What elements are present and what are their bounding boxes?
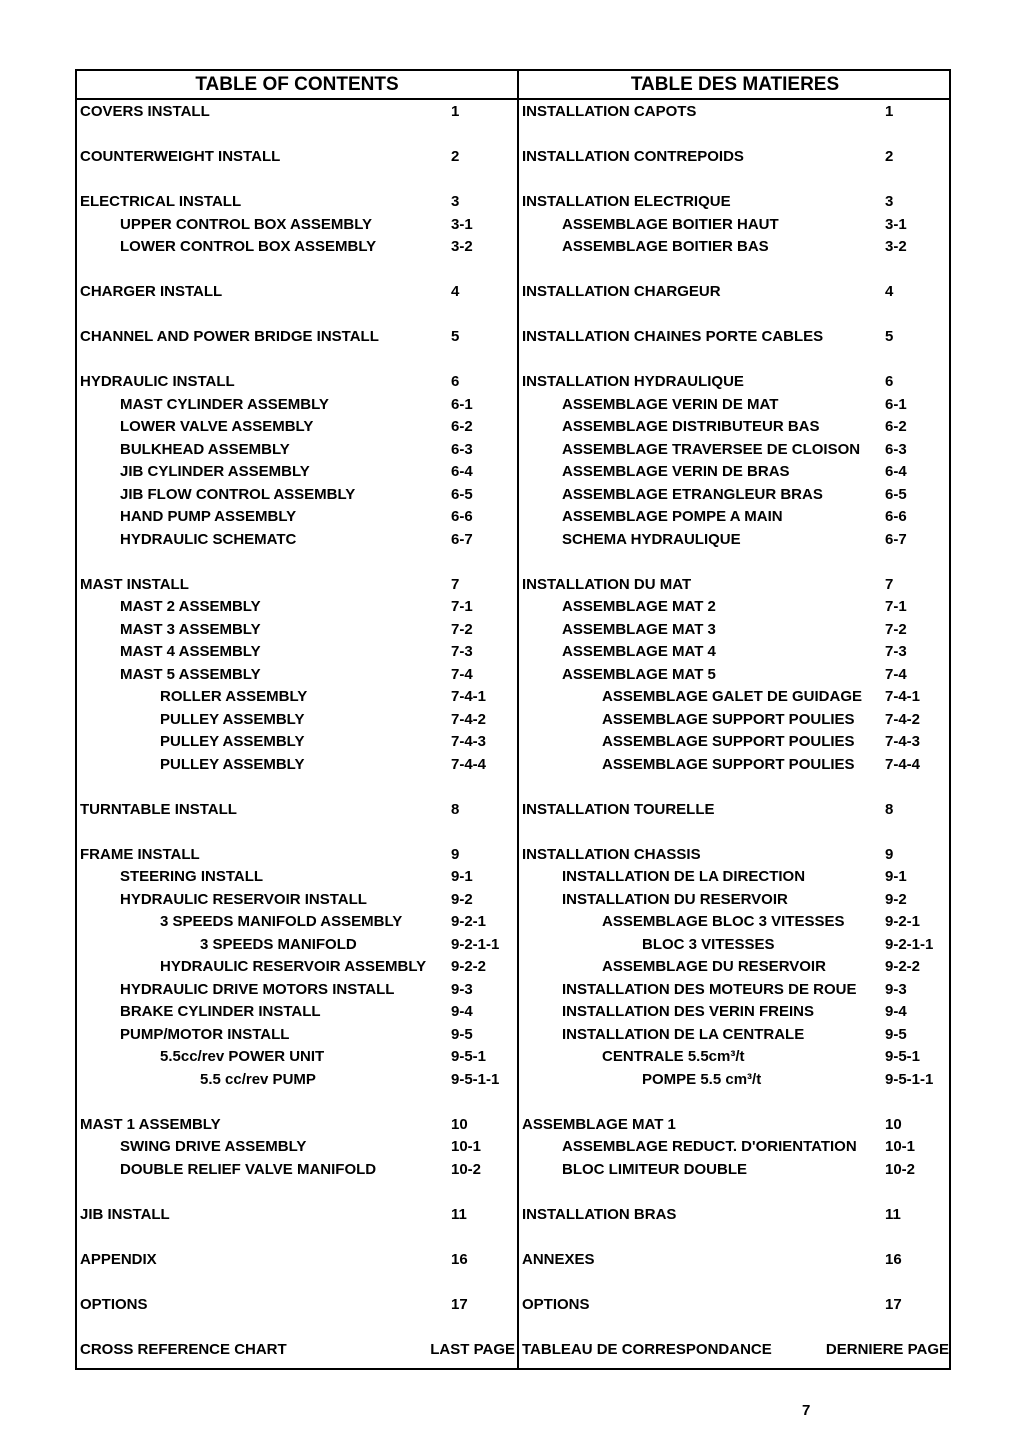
toc-entry-page: 9-2-2 <box>451 958 487 975</box>
toc-entry-page: 9 <box>885 845 894 863</box>
toc-entry-page: 10-2 <box>451 1160 482 1178</box>
toc-entry <box>77 1136 517 1159</box>
toc-entry-title: INSTALLATION ELECTRIQUE <box>522 193 731 210</box>
toc-entry-title: MAST INSTALL <box>80 575 189 593</box>
toc-entry-page: 6-3 <box>451 440 473 458</box>
toc-entry-page: 7-3 <box>885 643 907 660</box>
toc-entry-page: 9-2-2 <box>885 958 921 975</box>
toc-entry-title: ASSEMBLAGE TRAVERSEE DE CLOISON <box>562 440 861 458</box>
toc-entry-title: HAND PUMP ASSEMBLY <box>120 508 297 525</box>
toc-entry-page: 6-3 <box>885 440 907 458</box>
toc-entry <box>519 101 951 124</box>
toc-entry <box>519 1001 951 1024</box>
toc-entry <box>77 529 517 552</box>
toc-entry <box>519 506 951 529</box>
toc-entry-title: INSTALLATION DES MOTEURS DE ROUE <box>562 980 857 998</box>
toc-entry-title: CHANNEL AND POWER BRIDGE INSTALL <box>80 328 379 345</box>
toc-entry-title: CROSS REFERENCE CHART <box>80 1340 287 1358</box>
toc-entry-title: INSTALLATION DU RESERVOIR <box>562 890 788 908</box>
toc-entry-title: ASSEMBLAGE ETRANGLEUR BRAS <box>562 485 823 503</box>
toc-entry-page: 9-1 <box>451 868 473 885</box>
toc-entry-page: 6 <box>885 373 894 390</box>
toc-entry <box>519 844 951 867</box>
toc-entry <box>77 731 517 754</box>
toc-entry-title: ANNEXES <box>522 1250 595 1268</box>
toc-entry-page: 6-6 <box>885 508 907 525</box>
toc-entry-title: MAST 5 ASSEMBLY <box>120 665 261 683</box>
toc-entry-page: 8 <box>451 800 460 818</box>
toc-entry-title: ASSEMBLAGE SUPPORT POULIES <box>602 733 855 750</box>
toc-entry-title: UPPER CONTROL BOX ASSEMBLY <box>120 215 372 233</box>
toc-entry <box>77 664 517 687</box>
toc-entry-page: 9-2 <box>451 890 473 908</box>
toc-entry-title: HYDRAULIC RESERVOIR INSTALL <box>120 890 367 908</box>
toc-entry-title: JIB CYLINDER ASSEMBLY <box>120 463 310 480</box>
toc-entry-page: 5 <box>451 328 460 345</box>
toc-entry-page: 7-4-1 <box>885 688 921 705</box>
toc-entry-page: 9-2-1-1 <box>451 935 500 953</box>
toc-entry-title: CENTRALE 5.5cm³/t <box>602 1048 745 1065</box>
toc-entry <box>77 101 517 124</box>
toc-entry-page: 3-2 <box>451 238 473 255</box>
toc-entry <box>77 1024 517 1047</box>
toc-entry <box>77 574 517 597</box>
toc-entry <box>519 1159 951 1182</box>
toc-entry-page: 7-4-2 <box>885 710 921 728</box>
toc-entry-title: MAST 2 ASSEMBLY <box>120 598 261 615</box>
toc-entry-page: 11 <box>451 1205 467 1223</box>
toc-entry-page: 5 <box>885 328 894 345</box>
toc-entry-page: 9-2 <box>885 890 907 908</box>
toc-entry <box>77 1114 517 1137</box>
toc-entry-page: 7-4-2 <box>451 710 487 728</box>
toc-entry-title: ASSEMBLAGE BOITIER HAUT <box>562 215 779 233</box>
toc-entry-page: 7-4 <box>451 665 473 683</box>
french-column <box>517 71 951 1368</box>
toc-entry-title: JIB INSTALL <box>80 1205 170 1223</box>
toc-entry-title: POMPE 5.5 cm³/t <box>642 1070 762 1088</box>
toc-entry-page: 9-5-1 <box>885 1048 921 1065</box>
toc-entry-title: 5.5cc/rev POWER UNIT <box>160 1048 325 1065</box>
toc-entry <box>519 1136 951 1159</box>
toc-entry-title: JIB FLOW CONTROL ASSEMBLY <box>120 485 356 503</box>
toc-entry-title: BRAKE CYLINDER INSTALL <box>120 1003 321 1020</box>
toc-entry-title: PULLEY ASSEMBLY <box>160 755 305 773</box>
toc-entry <box>519 1046 951 1069</box>
toc-entry-page: 3-2 <box>885 238 907 255</box>
toc-entry <box>77 1249 517 1272</box>
toc-entry-title: INSTALLATION DES VERIN FREINS <box>562 1003 814 1020</box>
toc-entry-title: FRAME INSTALL <box>80 845 200 863</box>
toc-entry <box>77 889 517 912</box>
toc-entry-page: 6-1 <box>451 395 473 413</box>
toc-entry <box>519 1204 951 1227</box>
toc-entry-title: SCHEMA HYDRAULIQUE <box>562 530 741 548</box>
toc-entry <box>519 326 951 349</box>
toc-entry <box>77 461 517 484</box>
toc-entry <box>77 1339 517 1362</box>
toc-entry-page: 7-2 <box>451 620 473 638</box>
toc-entry <box>519 236 951 259</box>
toc-entry <box>519 574 951 597</box>
toc-entry <box>77 146 517 169</box>
toc-entry-page: 8 <box>885 800 894 818</box>
toc-entry <box>519 461 951 484</box>
table-of-contents <box>75 69 951 1370</box>
toc-entry-title: INSTALLATION CHAINES PORTE CABLES <box>522 328 824 345</box>
toc-entry-title: HYDRAULIC DRIVE MOTORS INSTALL <box>120 980 395 998</box>
toc-entry <box>77 191 517 214</box>
toc-entry-page: 9 <box>451 845 460 863</box>
toc-entry-page: 6-5 <box>451 485 473 503</box>
toc-entry-title: PULLEY ASSEMBLY <box>160 710 305 728</box>
toc-entry <box>77 1046 517 1069</box>
toc-entry <box>77 236 517 259</box>
toc-entry <box>77 934 517 957</box>
toc-entry-page: 3-1 <box>451 215 473 233</box>
toc-entry-page: 4 <box>451 283 460 300</box>
toc-entry <box>77 214 517 237</box>
toc-entry <box>519 686 951 709</box>
toc-entry <box>77 1069 517 1092</box>
toc-entry-page: 7-1 <box>885 598 907 615</box>
toc-entry-title: LOWER VALVE ASSEMBLY <box>120 418 314 435</box>
toc-entry-page: 9-4 <box>451 1003 473 1020</box>
toc-entry <box>77 439 517 462</box>
toc-entry <box>519 191 951 214</box>
toc-entry-title: COUNTERWEIGHT INSTALL <box>80 148 281 165</box>
toc-entry <box>519 641 951 664</box>
toc-entry-title: ASSEMBLAGE DU RESERVOIR <box>602 958 826 975</box>
toc-entry-page: 3-1 <box>885 215 907 233</box>
toc-entry <box>519 709 951 732</box>
toc-entry <box>519 146 951 169</box>
toc-entry-title: DOUBLE RELIEF VALVE MANIFOLD <box>120 1160 377 1178</box>
toc-entry-page: 10-1 <box>885 1138 916 1155</box>
toc-entry-page: 7-1 <box>451 598 473 615</box>
toc-entry <box>77 619 517 642</box>
toc-entry <box>519 619 951 642</box>
toc-entry-title: ASSEMBLAGE MAT 2 <box>562 598 716 615</box>
toc-entry-title: MAST 1 ASSEMBLY <box>80 1115 221 1133</box>
toc-entry <box>77 686 517 709</box>
toc-entry <box>519 1069 951 1092</box>
toc-entry-page: 9-4 <box>885 1003 907 1020</box>
toc-entry <box>519 1114 951 1137</box>
toc-entry-page: 1 <box>885 103 894 120</box>
toc-entry <box>77 484 517 507</box>
toc-entry-title: HYDRAULIC SCHEMATC <box>120 530 297 548</box>
toc-entry-page: 2 <box>885 148 894 165</box>
toc-entry <box>77 979 517 1002</box>
toc-entry-title: ROLLER ASSEMBLY <box>160 688 308 705</box>
toc-entry-title: INSTALLATION HYDRAULIQUE <box>522 373 744 390</box>
toc-entry <box>77 326 517 349</box>
toc-entry-page: 6-7 <box>451 530 473 548</box>
toc-entry-page: 6-6 <box>451 508 473 525</box>
toc-entry <box>519 889 951 912</box>
toc-entry-title: ASSEMBLAGE REDUCT. D'ORIENTATION <box>562 1138 857 1155</box>
toc-entry-page: 16 <box>451 1250 468 1268</box>
toc-entry-page: 10-2 <box>885 1160 916 1178</box>
toc-entry-title: INSTALLATION CHASSIS <box>522 845 701 863</box>
toc-entry-page: 6 <box>451 373 460 390</box>
toc-entry-title: SWING DRIVE ASSEMBLY <box>120 1138 307 1155</box>
toc-entry-page: 6-7 <box>885 530 907 548</box>
toc-entry <box>77 911 517 934</box>
toc-entry-page: 6-5 <box>885 485 907 503</box>
toc-entry-title: INSTALLATION CHARGEUR <box>522 283 721 300</box>
toc-entry-title: ASSEMBLAGE VERIN DE BRAS <box>562 463 790 480</box>
toc-entry <box>519 664 951 687</box>
toc-entry <box>77 641 517 664</box>
toc-entry <box>519 911 951 934</box>
toc-entry-page: LAST PAGE <box>430 1340 515 1358</box>
toc-entry-page: 7-3 <box>451 643 473 660</box>
toc-entry-title: HYDRAULIC RESERVOIR ASSEMBLY <box>160 958 427 975</box>
toc-entry-title: INSTALLATION DE LA CENTRALE <box>562 1025 805 1043</box>
toc-entry-page: 6-4 <box>451 463 473 480</box>
toc-entry-title: INSTALLATION TOURELLE <box>522 800 715 818</box>
toc-entry <box>519 439 951 462</box>
toc-entry-title: 3 SPEEDS MANIFOLD <box>200 935 357 953</box>
toc-entry-title: ASSEMBLAGE VERIN DE MAT <box>562 395 779 413</box>
toc-entry-page: 6-1 <box>885 395 907 413</box>
toc-entry-page: 2 <box>451 148 460 165</box>
toc-entry-title: MAST CYLINDER ASSEMBLY <box>120 395 329 413</box>
toc-entry-page: 9-2-1 <box>451 913 487 930</box>
toc-entry-page: 1 <box>451 103 460 120</box>
toc-entry <box>77 394 517 417</box>
page-number: 7 <box>802 1402 811 1419</box>
toc-entry-title: INSTALLATION CAPOTS <box>522 103 697 120</box>
toc-entry-page: 7-4-1 <box>451 688 487 705</box>
toc-entry <box>519 1294 951 1317</box>
english-heading: TABLE OF CONTENTS <box>77 71 517 100</box>
toc-entry-page: 7 <box>451 575 460 593</box>
toc-entry <box>77 844 517 867</box>
toc-entry-page: 7-4-3 <box>451 733 487 750</box>
toc-entry-title: ASSEMBLAGE MAT 3 <box>562 620 716 638</box>
toc-entry-page: 10-1 <box>451 1138 482 1155</box>
toc-entry-page: 16 <box>885 1250 902 1268</box>
toc-entry <box>77 1159 517 1182</box>
toc-entry-page: 9-5-1-1 <box>885 1070 934 1088</box>
toc-entry-title: INSTALLATION DU MAT <box>522 575 692 593</box>
toc-entry-page: 9-5 <box>885 1025 907 1043</box>
toc-entry <box>77 596 517 619</box>
toc-entry <box>77 709 517 732</box>
toc-entry <box>519 416 951 439</box>
toc-entry-title: INSTALLATION DE LA DIRECTION <box>562 868 806 885</box>
toc-entry-title: LOWER CONTROL BOX ASSEMBLY <box>120 238 377 255</box>
toc-entry-title: ASSEMBLAGE SUPPORT POULIES <box>602 755 855 773</box>
toc-entry <box>77 754 517 777</box>
toc-entry-page: 10 <box>451 1115 468 1133</box>
toc-entry-page: 7-4 <box>885 665 907 683</box>
toc-entry-page: 7-4-3 <box>885 733 921 750</box>
toc-entry-title: ASSEMBLAGE MAT 4 <box>562 643 716 660</box>
toc-entry <box>77 1204 517 1227</box>
toc-entry-page: 10 <box>885 1115 902 1133</box>
toc-entry <box>519 214 951 237</box>
toc-entry-page: 7-2 <box>885 620 907 638</box>
toc-entry-title: ASSEMBLAGE MAT 1 <box>522 1115 676 1133</box>
toc-entry <box>519 529 951 552</box>
toc-entry-title: ASSEMBLAGE GALET DE GUIDAGE <box>602 688 863 705</box>
toc-entry <box>519 371 951 394</box>
toc-entry-page: 7 <box>885 575 894 593</box>
toc-entry <box>77 281 517 304</box>
toc-entry-title: OPTIONS <box>80 1295 148 1313</box>
toc-entry-title: HYDRAULIC INSTALL <box>80 373 235 390</box>
toc-entry-page: 9-5 <box>451 1025 473 1043</box>
toc-entry-title: INSTALLATION BRAS <box>522 1205 677 1223</box>
toc-entry <box>519 934 951 957</box>
toc-entry-title: CHARGER INSTALL <box>80 283 223 300</box>
toc-entry-title: MAST 3 ASSEMBLY <box>120 620 261 638</box>
toc-entry-title: ASSEMBLAGE BLOC 3 VITESSES <box>602 913 845 930</box>
toc-entry-title: 5.5 cc/rev PUMP <box>200 1070 316 1088</box>
toc-entry <box>77 956 517 979</box>
toc-entry-page: DERNIERE PAGE <box>825 1340 949 1358</box>
toc-entry-page: 17 <box>451 1295 468 1313</box>
toc-entry-page: 9-2-1 <box>885 913 921 930</box>
toc-entry-page: 17 <box>885 1295 902 1313</box>
toc-entry-page: 6-4 <box>885 463 907 480</box>
toc-entry <box>519 394 951 417</box>
toc-entry-title: STEERING INSTALL <box>120 868 264 885</box>
toc-entry-page: 7-4-4 <box>451 755 487 773</box>
toc-entry <box>77 799 517 822</box>
toc-entry-title: BLOC LIMITEUR DOUBLE <box>562 1160 747 1178</box>
toc-entry-title: COVERS INSTALL <box>80 103 210 120</box>
toc-entry-page: 4 <box>885 283 894 300</box>
toc-entry <box>77 371 517 394</box>
toc-entry-title: BLOC 3 VITESSES <box>642 935 775 953</box>
toc-entry <box>519 281 951 304</box>
toc-entry-page: 9-1 <box>885 868 907 885</box>
toc-entry <box>77 1001 517 1024</box>
toc-entry-title: BULKHEAD ASSEMBLY <box>120 440 290 458</box>
toc-entry-title: OPTIONS <box>522 1295 590 1313</box>
toc-entry-title: TABLEAU DE CORRESPONDANCE <box>522 1340 772 1358</box>
toc-entry <box>77 416 517 439</box>
toc-entry-page: 11 <box>885 1205 901 1223</box>
toc-entry-title: ASSEMBLAGE BOITIER BAS <box>562 238 769 255</box>
toc-entry-title: ASSEMBLAGE DISTRIBUTEUR BAS <box>562 418 820 435</box>
toc-entry-page: 9-5-1 <box>451 1048 487 1065</box>
toc-entry-title: TURNTABLE INSTALL <box>80 800 237 818</box>
toc-entry <box>77 866 517 889</box>
toc-entry-title: 3 SPEEDS MANIFOLD ASSEMBLY <box>160 913 403 930</box>
toc-entry-page: 3 <box>451 193 460 210</box>
toc-entry <box>519 1249 951 1272</box>
toc-entry <box>77 506 517 529</box>
toc-entry-title: ASSEMBLAGE MAT 5 <box>562 665 716 683</box>
toc-entry-page: 9-3 <box>451 980 473 998</box>
toc-entry-title: MAST 4 ASSEMBLY <box>120 643 261 660</box>
toc-entry-title: ASSEMBLAGE SUPPORT POULIES <box>602 710 855 728</box>
toc-entry <box>519 956 951 979</box>
toc-entry <box>519 866 951 889</box>
toc-entry-title: PUMP/MOTOR INSTALL <box>120 1025 290 1043</box>
toc-entry-page: 9-5-1-1 <box>451 1070 500 1088</box>
toc-entry <box>519 1024 951 1047</box>
toc-entry <box>519 799 951 822</box>
toc-entry-title: INSTALLATION CONTREPOIDS <box>522 148 744 165</box>
toc-entry <box>519 979 951 1002</box>
toc-entry-title: APPENDIX <box>80 1250 157 1268</box>
toc-entry <box>519 484 951 507</box>
toc-entry <box>77 1294 517 1317</box>
toc-entry-page: 9-3 <box>885 980 907 998</box>
toc-entry-page: 3 <box>885 193 894 210</box>
toc-entry-page: 7-4-4 <box>885 755 921 773</box>
toc-entry <box>519 1339 951 1362</box>
toc-entry-title: ASSEMBLAGE POMPE A MAIN <box>562 508 783 525</box>
toc-entry-title: ELECTRICAL INSTALL <box>80 193 242 210</box>
french-heading: TABLE DES MATIERES <box>519 71 951 100</box>
toc-entry <box>519 596 951 619</box>
toc-entry-page: 6-2 <box>885 418 907 435</box>
toc-entry-page: 6-2 <box>451 418 473 435</box>
toc-entry-page: 9-2-1-1 <box>885 935 934 953</box>
english-column <box>77 71 517 1368</box>
toc-entry-title: PULLEY ASSEMBLY <box>160 733 305 750</box>
toc-entry <box>519 754 951 777</box>
toc-entry <box>519 731 951 754</box>
